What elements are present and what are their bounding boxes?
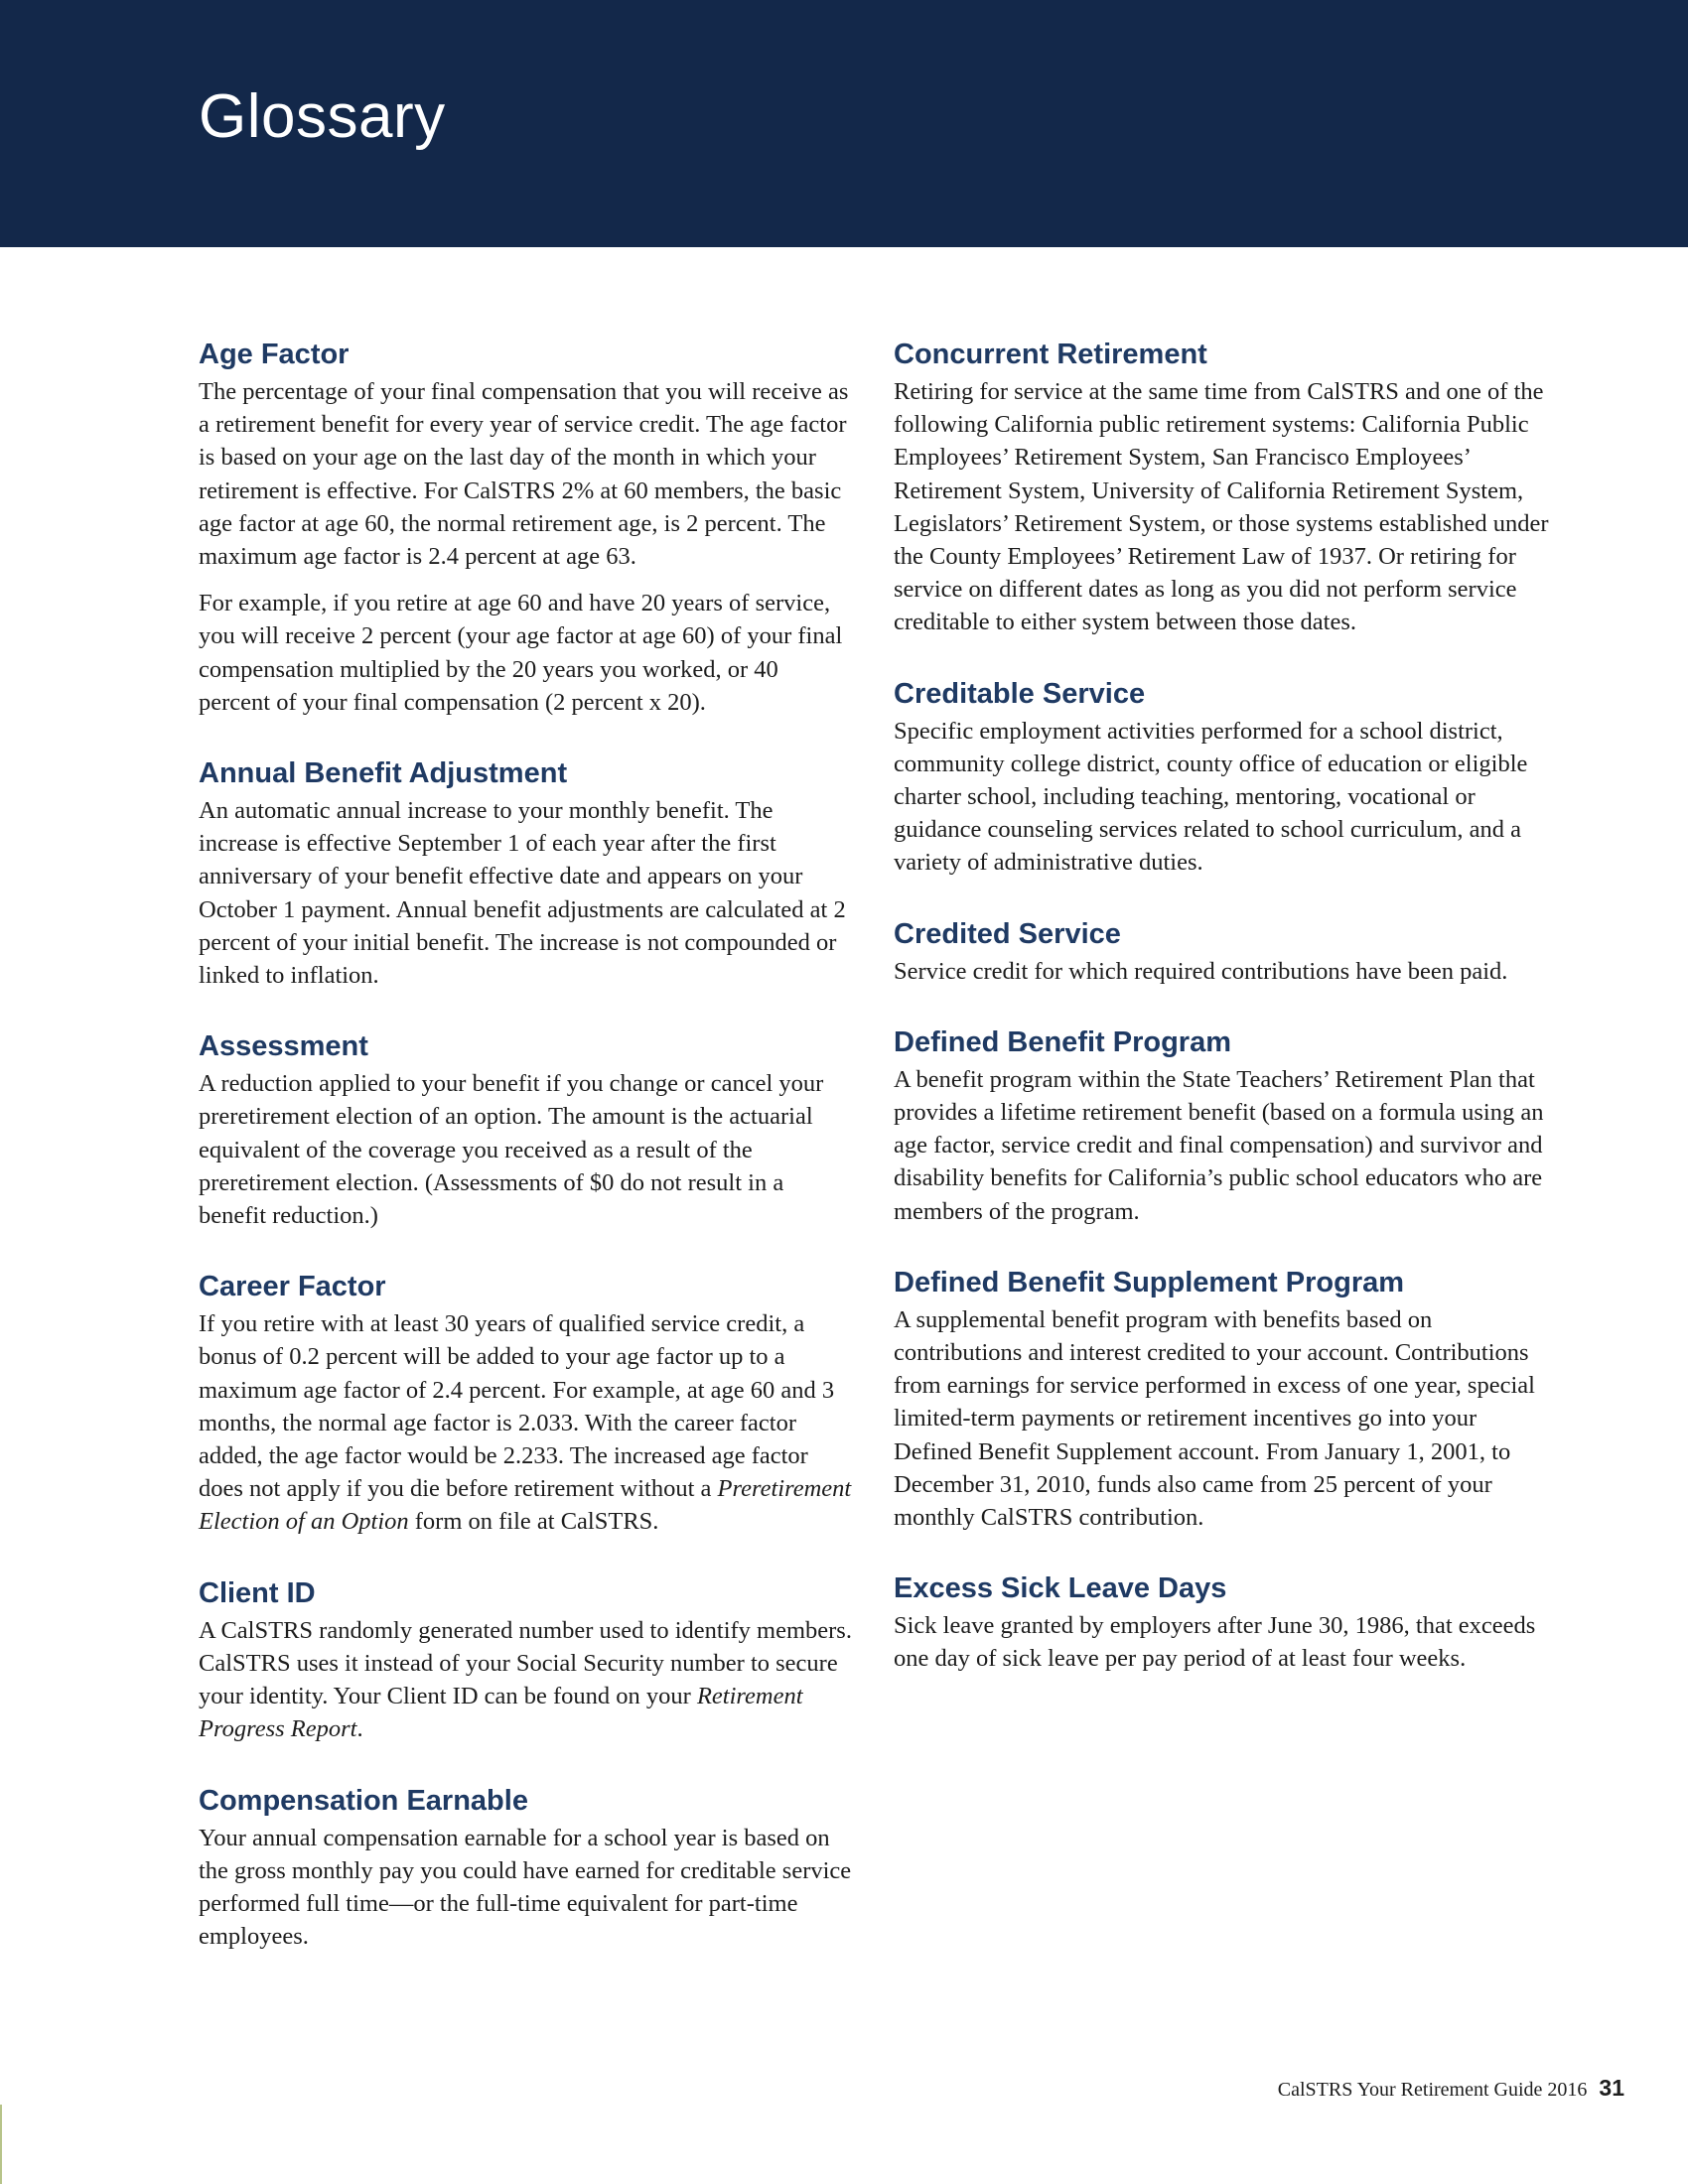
page-title: Glossary [199,82,446,151]
definition-text: A CalSTRS randomly generated number used to identify members. CalSTRS uses it instead of your Social Security number to secure your identity. Your Client ID can be found on your [199,1616,852,1710]
glossary-entry-annual-benefit-adjustment [199,754,854,992]
glossary-definition [199,1822,854,1954]
definition-text: For example, if you retire at age 60 and have 20 years of service, you will receive 2 percent (your age factor at age 60) of your final compensation multiplied by the 20 years you worked, or 40 percent of your final compensation (2 percent x 20). [199,590,843,716]
glossary-definition [199,1614,854,1746]
definition-text: Your annual compensation earnable for a school year is based on the gross monthly pay you could have earned for creditable service performed full time—or the full-time equivalent for part-time employees. [199,1824,852,1951]
page-number: 31 [1599,2075,1624,2101]
glossary-entry-age-factor [199,336,854,719]
definition-text: A supplemental benefit program with benefits based on contributions and interest credited to your account. Contributions from earnings for service performed in excess of one year, special limited-term payments or retirement incentives go into your Defined Benefit Supplement account. From January 1, 2001, to December 31, 2010, funds also came from 25 percent of your monthly CalSTRS contribution. [894,1305,1535,1532]
glossary-term-career-factor: Career Factor [199,1271,386,1303]
glossary-term-excess-sick-leave-days: Excess Sick Leave Days [894,1572,1227,1605]
glossary-entry-compensation-earnable [199,1782,854,1954]
glossary-definition [894,1063,1549,1228]
glossary-definition [894,1303,1549,1534]
definition-text: Sick leave granted by employers after June 30, 1986, that exceeds one day of sick leave per pay period of at least four weeks. [894,1612,1536,1673]
glossary-column-right [894,336,1549,1711]
glossary-entry-client-id [199,1574,854,1746]
glossary-definition [199,1307,854,1538]
definition-text: The percentage of your final compensation that you will receive as a retirement benefit for every year of service credit. The age factor is based on your age on the last day of the month in which your retirement is effective. For CalSTRS 2% at 60 members, the basic age factor at age 60, the normal retirement age, is 2 percent. The maximum age factor is 2.4 percent at age 63. [199,378,849,571]
glossary-term-age-factor: Age Factor [199,339,350,370]
glossary-entry-assessment [199,1027,854,1232]
glossary-term-concurrent-retirement: Concurrent Retirement [894,339,1207,370]
definition-text: Retiring for service at the same time from CalSTRS and one of the following California public retirement systems: California Public Employees’ Retirement System, San Francisco Employees’ Retirement System, University of California Retirement System, Legislators’ Retirement System, or those systems established under the County Employees’ Retirement Law of 1937. Or retiring for service on different dates as long as you did not perform service creditable to either system between those dates. [894,378,1549,636]
glossary-definition [199,375,854,573]
italic-title-text: Preretirement Election of an Option [199,1475,852,1536]
footer-publication: CalSTRS Your Retirement Guide 2016 [1277,2079,1588,2101]
glossary-term-defined-benefit-program: Defined Benefit Program [894,1025,1231,1058]
glossary-entry-defined-benefit-supplement-program [894,1264,1549,1534]
glossary-definition [199,794,854,992]
definition-text: A benefit program within the State Teachers’ Retirement Plan that provides a lifetime retirement benefit (based on a formula using an age factor, service credit and final compensation) and survivor and disability benefits for California’s public school educators who are members of the program. [894,1065,1544,1225]
glossary-column-left [199,336,854,1988]
glossary-entry-credited-service [894,915,1549,988]
header-banner [0,0,1688,247]
glossary-entry-career-factor [199,1268,854,1538]
glossary-term-client-id: Client ID [199,1576,316,1609]
glossary-definition [894,715,1549,880]
glossary-entry-defined-benefit-program [894,1024,1549,1228]
definition-text: Specific employment activities performed for a school district, community college district, county office of education or eligible charter school, including teaching, mentoring, vocational or guidance counseling services related to school curriculum, and a variety of administrative duties. [894,717,1528,877]
glossary-definition [199,587,854,719]
glossary-definition [894,1609,1549,1675]
glossary-term-creditable-service: Creditable Service [894,677,1146,710]
definition-text: . [356,1715,363,1743]
glossary-term-defined-benefit-supplement-program: Defined Benefit Supplement Program [894,1266,1405,1298]
definition-text: form on file at CalSTRS. [408,1508,659,1536]
definition-text: An automatic annual increase to your monthly benefit. The increase is effective September 1 of each year after the first anniversary of your benefit effective date and appears on your October 1 payment. Annual benefit adjustments are calculated at 2 percent of your initial benefit. The increase is not compounded or linked to inflation. [199,797,846,990]
glossary-term-credited-service: Credited Service [894,917,1121,950]
glossary-term-assessment: Assessment [199,1030,368,1063]
glossary-entry-excess-sick-leave-days [894,1570,1549,1675]
glossary-entry-creditable-service [894,675,1549,880]
page-edge-line [0,2105,2,2184]
glossary-definition [199,1067,854,1232]
italic-title-text: Retirement Progress Report [199,1683,803,1743]
glossary-definition [894,955,1549,988]
definition-text: Service credit for which required contributions have been paid. [894,957,1508,985]
glossary-definition [894,375,1549,639]
definition-text: If you retire with at least 30 years of qualified service credit, a bonus of 0.2 percent will be added to your age factor up to a maximum age factor of 2.4 percent. For example, at age 60 and 3 months, the normal age factor is 2.033. With the career factor added, the age factor would be 2.233. The increased age factor does not apply if you die before retirement without a [199,1310,835,1503]
glossary-entry-concurrent-retirement [894,336,1549,639]
glossary-term-annual-benefit-adjustment: Annual Benefit Adjustment [199,757,568,790]
page-footer [1278,2075,1624,2102]
definition-text: A reduction applied to your benefit if you change or cancel your preretirement election of an option. The amount is the actuarial equivalent of the coverage you received as a result of the preretirement election. (Assessments of $0 do not result in a benefit reduction.) [199,1070,824,1230]
glossary-term-compensation-earnable: Compensation Earnable [199,1784,528,1817]
